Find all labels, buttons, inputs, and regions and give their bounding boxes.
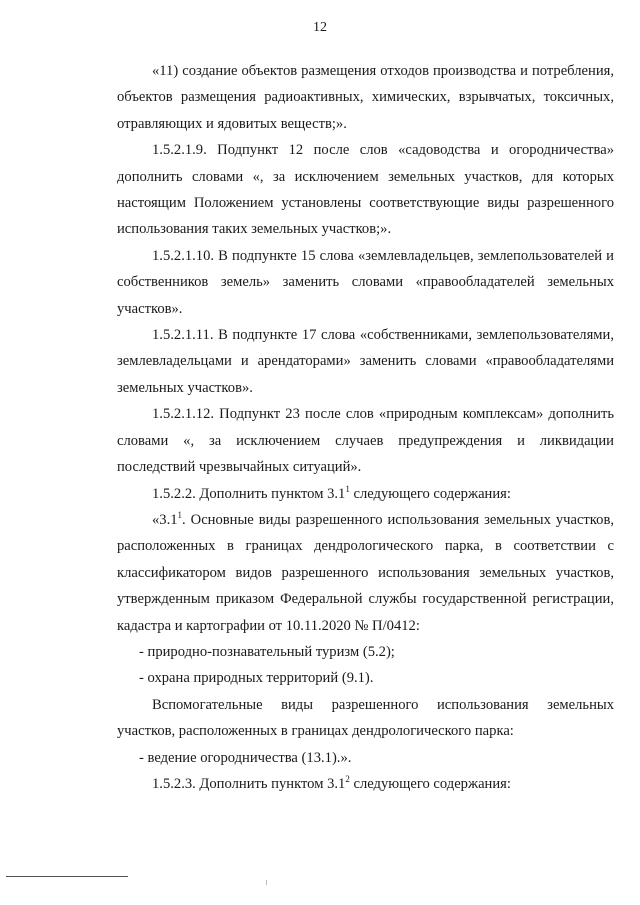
document-body xyxy=(117,58,614,797)
paragraph-1-5-2-2: 1.5.2.2. Дополнить пунктом $3.1^1$ следующего содержания: xyxy=(152,483,511,502)
superscript: 1 xyxy=(345,483,350,494)
scan-artifact xyxy=(266,880,267,885)
list-item: - природно-познавательный туризм (5.2); xyxy=(139,643,395,660)
paragraph-1-5-2-3: 1.5.2.3. Дополнить пунктом $3.1^2$ следующего содержания: xyxy=(152,774,511,792)
paragraph-item-11: «11) создание объектов размещения отходов производства и потребления, объектов размещения радиоактивных, химических, взрывчатых, токсичных, отравляющих и ядовитых веществ;». xyxy=(117,63,614,132)
list-item: - ведение огородничества (13.1).». xyxy=(139,749,352,766)
list-item: - охрана природных территорий (9.1). xyxy=(139,670,374,687)
paragraph-1-5-2-1-11: 1.5.2.1.11. В подпункте 17 слова «собственниками, землепользователями, землевладельцами и арендаторами» заменить словами «правообладателями земельных участков». xyxy=(117,327,614,396)
paragraph-auxiliary-uses: Вспомогательные виды разрешенного использования земельных участков, расположенных в границах дендрологического парка: xyxy=(117,696,614,740)
paragraph-1-5-2-1-10: 1.5.2.1.10. В подпункте 15 слова «землевладельцев, землепользователей и собственников земель» заменить словами «правообладателей земельных участков». xyxy=(117,247,614,317)
superscript: 2 xyxy=(345,774,350,785)
superscript: 1 xyxy=(177,510,183,521)
paragraph-1-5-2-1-12: 1.5.2.1.12. Подпункт 23 после слов «природным комплексам» дополнить словами «, за исключением случаев предупреждения и ликвидации последствий чрезвычайных ситуаций». xyxy=(117,406,614,476)
page-number: 12 xyxy=(313,20,327,35)
paragraph-1-5-2-1-9: 1.5.2.1.9. Подпункт 12 после слов «садоводства и огородничества» дополнить словами «, за исключением земельных участков, для которых настоящим Положением установлены соответствующие виды разрешенного использования таких земельных участков;». xyxy=(117,142,614,238)
paragraph-3-1-1: «$3.1^1$. Основные виды разрешенного использования земельных участков, расположенных в границах дендрологического парка, в соответствии с классификатором видов разрешенного использования земельных участков, утвержденным приказом Федеральной службы государственной регистрации, кадастра и картографии от 10.11.2020 № П/0412: xyxy=(117,510,614,634)
footnote-separator xyxy=(6,876,128,877)
